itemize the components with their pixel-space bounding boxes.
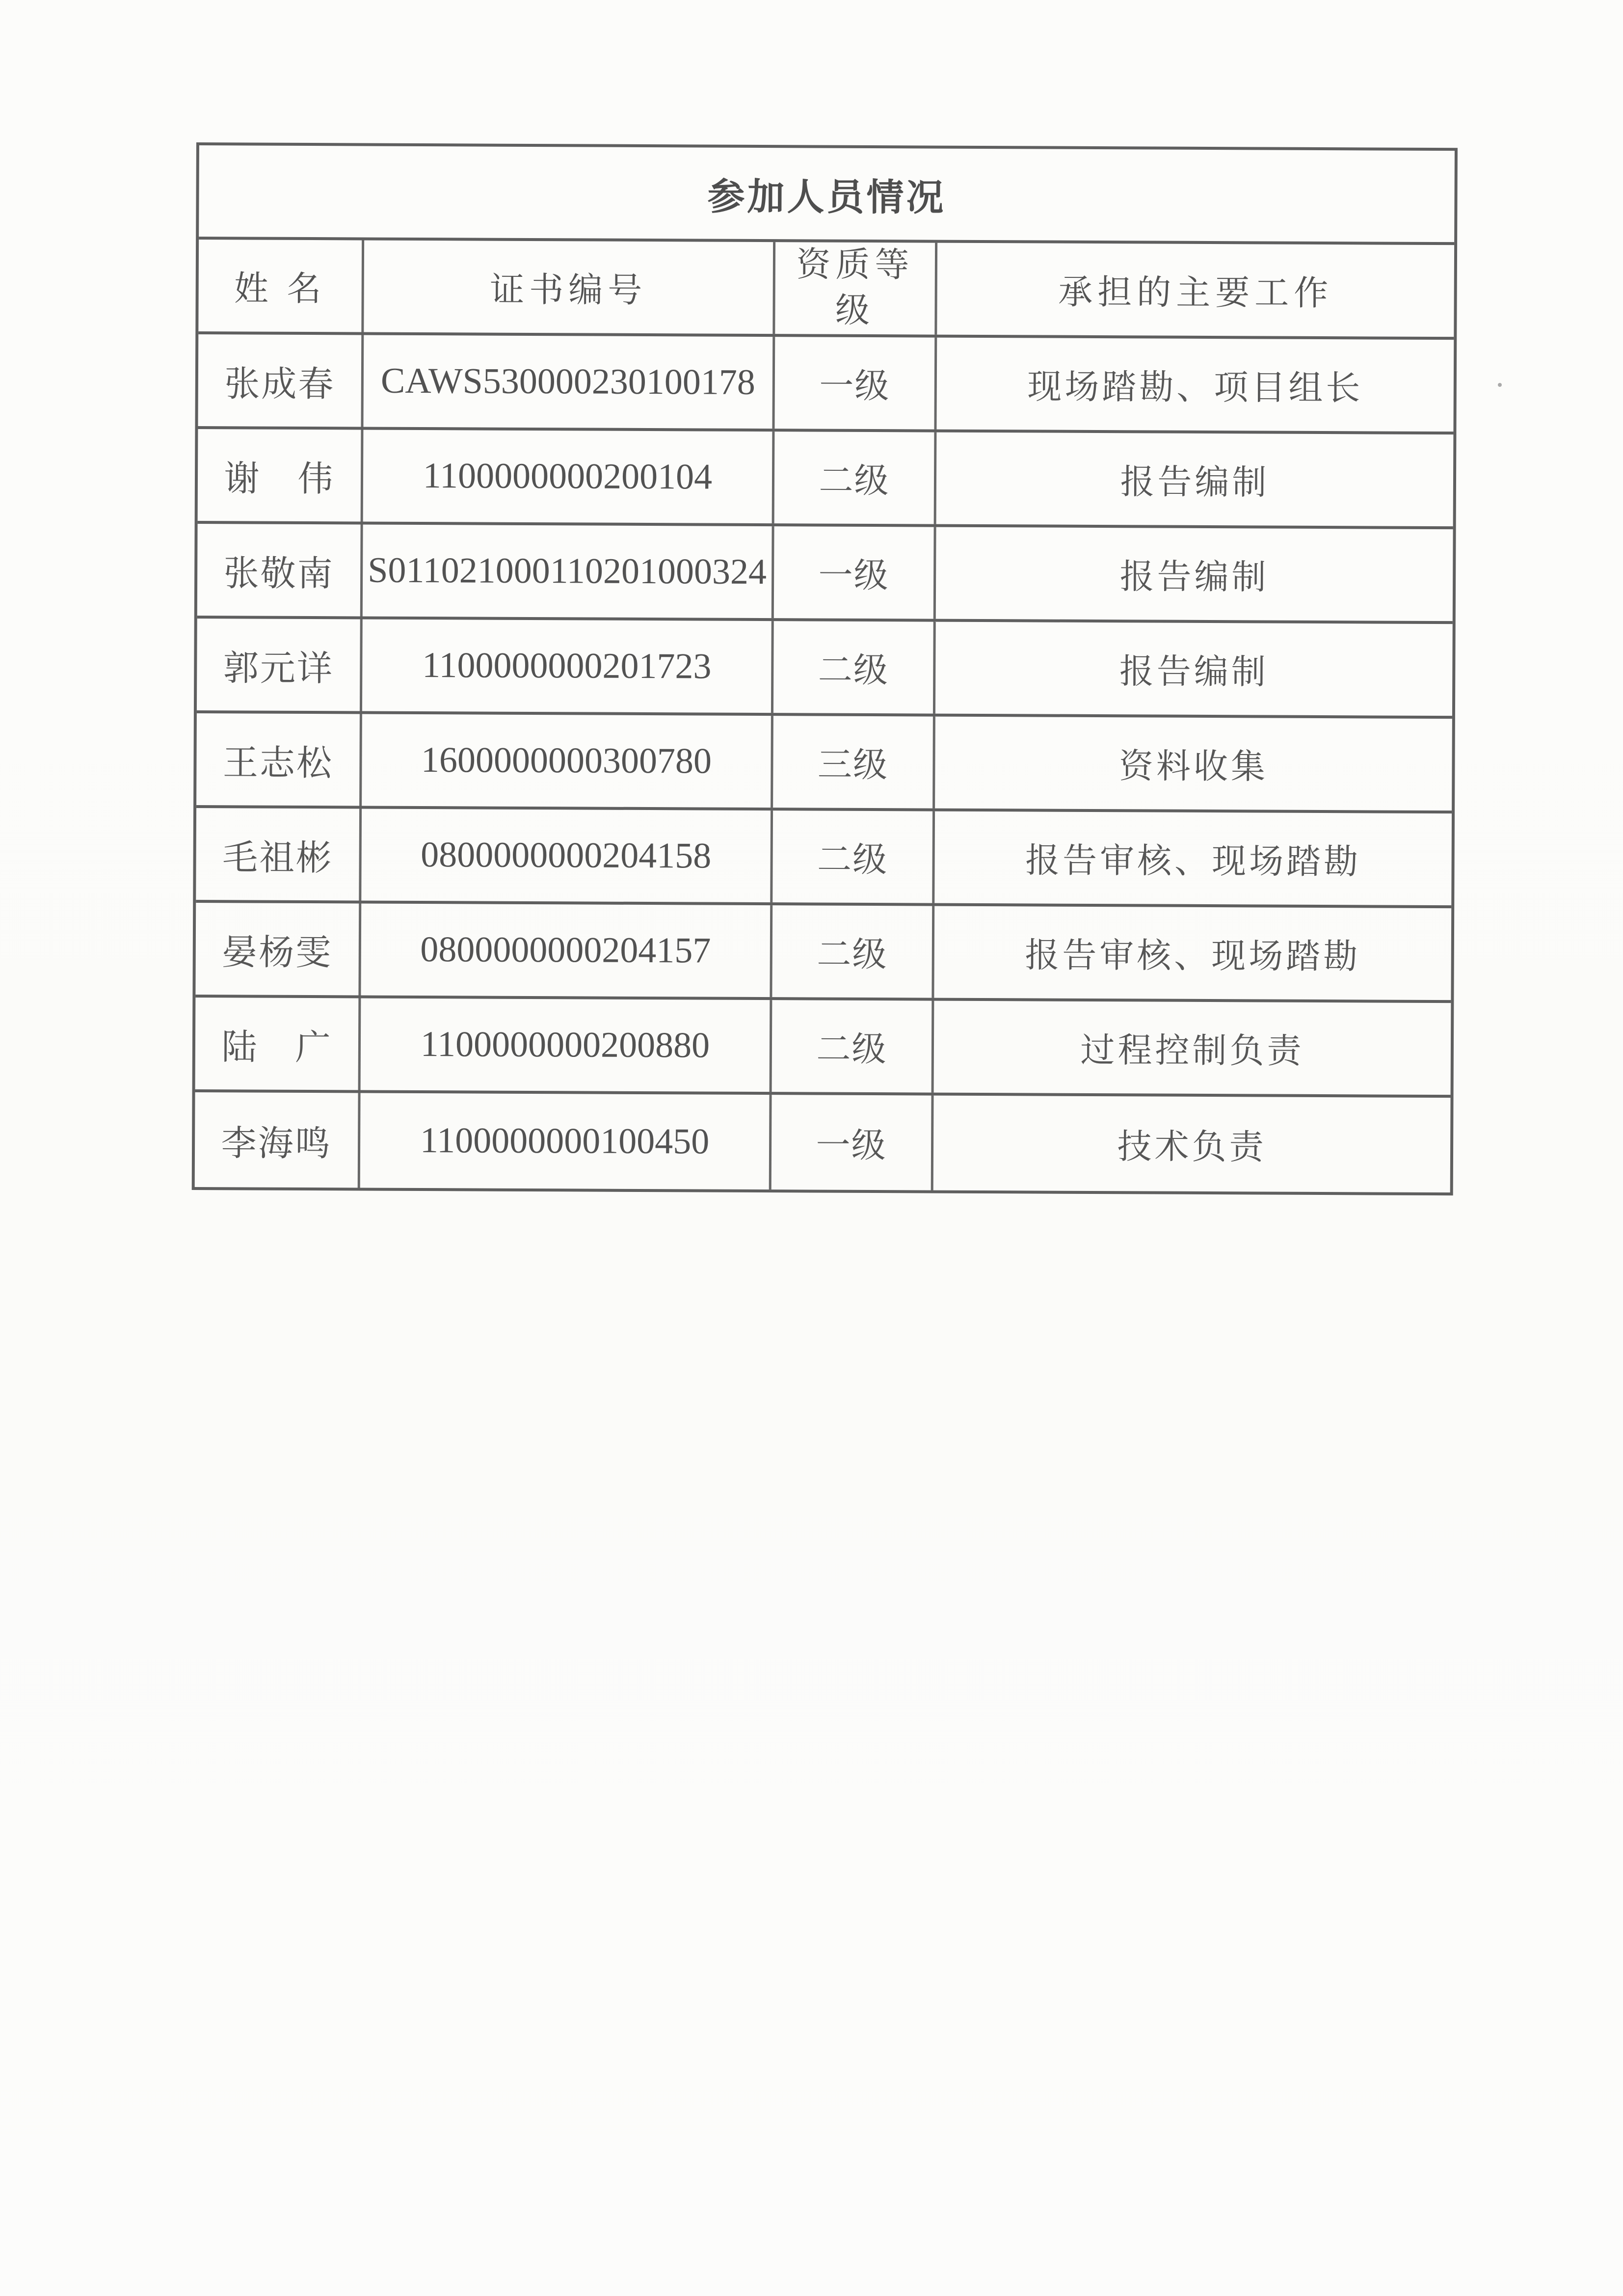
cell-main-work: 报告编制	[933, 622, 1453, 716]
table-header-row	[198, 240, 1454, 340]
personnel-table	[192, 142, 1458, 1195]
cell-qualification-level: 三级	[771, 716, 933, 808]
cell-qualification-level: 二级	[770, 1000, 932, 1092]
cell-qualification-level: 二级	[770, 810, 932, 903]
cell-certificate-number: 1100000000200104	[361, 430, 772, 523]
table-row	[197, 524, 1453, 624]
cell-certificate-number: 0800000000204157	[358, 903, 770, 997]
cell-main-work: 过程控制负责	[931, 1001, 1451, 1095]
table-title-row	[199, 145, 1455, 245]
cell-main-work: 报告编制	[934, 432, 1454, 527]
cell-person-name: 李海鸣	[221, 1123, 332, 1163]
cell-qualification-level: 一级	[772, 337, 934, 429]
table-title: 参加人员情况	[707, 176, 946, 219]
cell-main-work: 资料收集	[932, 717, 1452, 811]
column-header-level-label: 资质等级	[796, 246, 914, 330]
cell-qualification-level: 二级	[770, 905, 932, 998]
column-header-work: 承担的主要工作	[934, 243, 1454, 337]
column-header-name: 姓 名	[234, 270, 326, 309]
table-row	[195, 998, 1451, 1098]
cell-qualification-level: 一级	[769, 1095, 931, 1190]
cell-person-name: 张成春	[224, 364, 335, 404]
cell-person-name: 毛祖彬	[222, 837, 333, 878]
cell-certificate-number: S011021000110201000324	[360, 524, 772, 618]
table-row	[196, 713, 1452, 813]
table-body	[195, 334, 1454, 1192]
table-row	[197, 619, 1453, 719]
table-row	[195, 1092, 1451, 1192]
cell-certificate-number: 0800000000204158	[359, 809, 771, 902]
cell-main-work: 报告编制	[933, 527, 1453, 621]
cell-person-name: 郭元详	[223, 648, 334, 688]
cell-certificate-number: 1100000000100450	[358, 1093, 770, 1189]
cell-qualification-level: 一级	[772, 526, 934, 619]
cell-person-name: 陆 广	[221, 1027, 332, 1067]
column-header-level	[772, 242, 935, 334]
table-row	[196, 808, 1452, 908]
cell-main-work: 技术负责	[931, 1096, 1451, 1193]
cell-main-work: 报告审核、现场踏勘	[932, 811, 1452, 906]
cell-certificate-number: 1100000000200880	[358, 998, 770, 1092]
cell-person-name: 张敬南	[223, 553, 334, 594]
table-row	[198, 429, 1454, 529]
cell-main-work: 现场踏勘、项目组长	[934, 338, 1454, 432]
scan-artifact-dot	[1498, 383, 1502, 387]
table-row	[198, 334, 1454, 434]
cell-qualification-level: 二级	[772, 432, 934, 524]
cell-person-name: 晏杨雯	[222, 932, 333, 972]
cell-certificate-number: 1600000000300780	[359, 714, 771, 808]
cell-qualification-level: 二级	[771, 621, 933, 713]
cell-certificate-number: 1100000000201723	[360, 619, 772, 713]
table-row	[195, 903, 1451, 1003]
cell-person-name: 谢 伟	[224, 459, 335, 499]
cell-certificate-number: CAWS530000230100178	[361, 335, 772, 429]
cell-person-name: 王志松	[222, 743, 334, 783]
column-header-cert-number: 证书编号	[361, 240, 773, 334]
cell-main-work: 报告审核、现场踏勘	[931, 906, 1451, 1000]
